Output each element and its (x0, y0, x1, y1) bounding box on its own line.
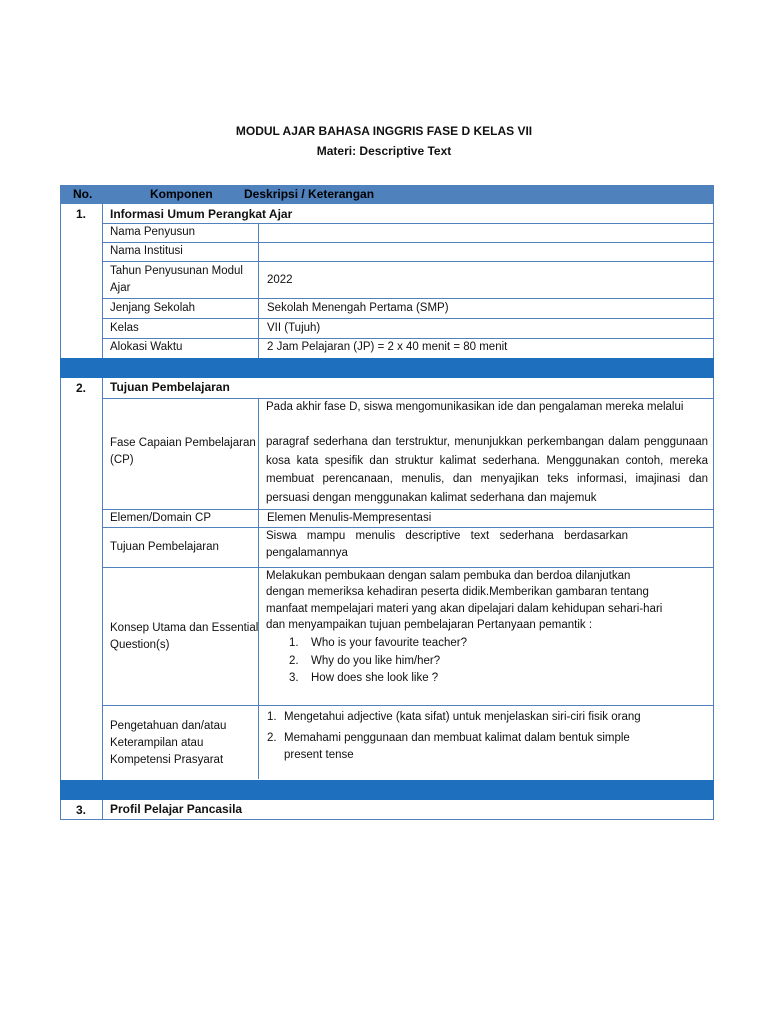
row-value-tahun-penyusunan: 2022 (267, 274, 293, 286)
section-title: Informasi Umum Perangkat Ajar (110, 207, 293, 221)
konsep-line4: dan menyampaikan tujuan pembelajaran Pertanyaan pemantik : (266, 619, 593, 631)
row-value-kelas: VII (Tujuh) (267, 322, 321, 334)
row-label-jenjang-sekolah: Jenjang Sekolah (110, 302, 196, 314)
row-label-nama-institusi: Nama Institusi (110, 245, 183, 257)
row-label-nama-penyusun: Nama Penyusun (110, 226, 196, 238)
row-label-kelas: Kelas (110, 322, 139, 334)
table-header-row (60, 185, 714, 204)
document-subtitle: Materi: Descriptive Text (316, 144, 452, 158)
row-label-tahun-penyusunan: Tahun Penyusunan Modul Ajar (110, 265, 243, 294)
section-divider-band (60, 358, 714, 378)
list-item: 1. Mengetahui adjective (kata sifat) untuk menjelaskan siri-ciri fisik orang (267, 711, 641, 723)
row-label-fase-capaian: Fase Capaian Pembelajaran (CP) (110, 437, 256, 466)
konsep-line1: Melakukan pembukaan dengan salam pembuka dan berdoa dilanjutkan (266, 570, 631, 582)
row-label-konsep-utama: Konsep Utama dan Essential Question(s) (110, 622, 259, 651)
row-label-elemen-domain: Elemen/Domain CP (110, 512, 211, 524)
list-item: 2. Why do you like him/her? (289, 655, 441, 667)
section-number: 3. (75, 803, 86, 817)
row-value-jenjang-sekolah: Sekolah Menengah Pertama (SMP) (267, 302, 449, 314)
section-number: 1. (75, 207, 86, 221)
cp-description-line2: paragraf sederhana dan terstruktur, menunjukkan perkembangan dalam penggunaan kosa kata spesifik dan struktur kalimat sederhana. Menggunakan contoh, mereka membuat perencanaan, menulis, dan menyajikan teks informasi, imajinasi dan persuasi dengan menggunakan kalimat sederhana dan majemuk (266, 436, 708, 504)
row-label-tujuan-pembelajaran: Tujuan Pembelajaran (110, 541, 219, 553)
row-label-pengetahuan: Pengetahuan dan/atau Keterampilan atau Kompetensi Prasyarat (110, 720, 227, 766)
list-item: 3. How does she look like ? (289, 672, 439, 684)
document-title: MODUL AJAR BAHASA INGGRIS FASE D KELAS VII (235, 124, 533, 138)
list-item: 1. Who is your favourite teacher? (289, 637, 467, 649)
row-value-tujuan-pembelajaran: Siswa mampu menulis descriptive text sederhana berdasarkan pengalamannya (266, 530, 628, 559)
cp-description-line1: Pada akhir fase D, siswa mengomunikasikan ide dan pengalaman mereka melalui (266, 401, 684, 413)
section-title: Profil Pelajar Pancasila (110, 802, 243, 816)
konsep-line2: dengan memeriksa kehadiran peserta didik.Memberikan gambaran tentang (266, 586, 649, 598)
section-divider-band (60, 780, 714, 800)
list-item: 2. Memahami penggunaan dan membuat kalimat dalam bentuk simple present tense (267, 732, 630, 761)
row-value-alokasi-waktu: 2 Jam Pelajaran (JP) = 2 x 40 menit = 80 menit (267, 341, 508, 353)
konsep-line3: manfaat mempelajari materi yang akan dipelajari dalam kehidupan sehari-hari (266, 603, 663, 615)
section-number: 2. (75, 381, 86, 395)
column-header-deskripsi: Deskripsi / Keterangan (244, 187, 375, 201)
column-header-komponen: Komponen (150, 187, 213, 201)
row-value-elemen-domain: Elemen Menulis-Mempresentasi (267, 512, 432, 524)
section-title: Tujuan Pembelajaran (110, 380, 230, 394)
column-header-no: No. (73, 187, 93, 201)
row-label-alokasi-waktu: Alokasi Waktu (110, 341, 183, 353)
